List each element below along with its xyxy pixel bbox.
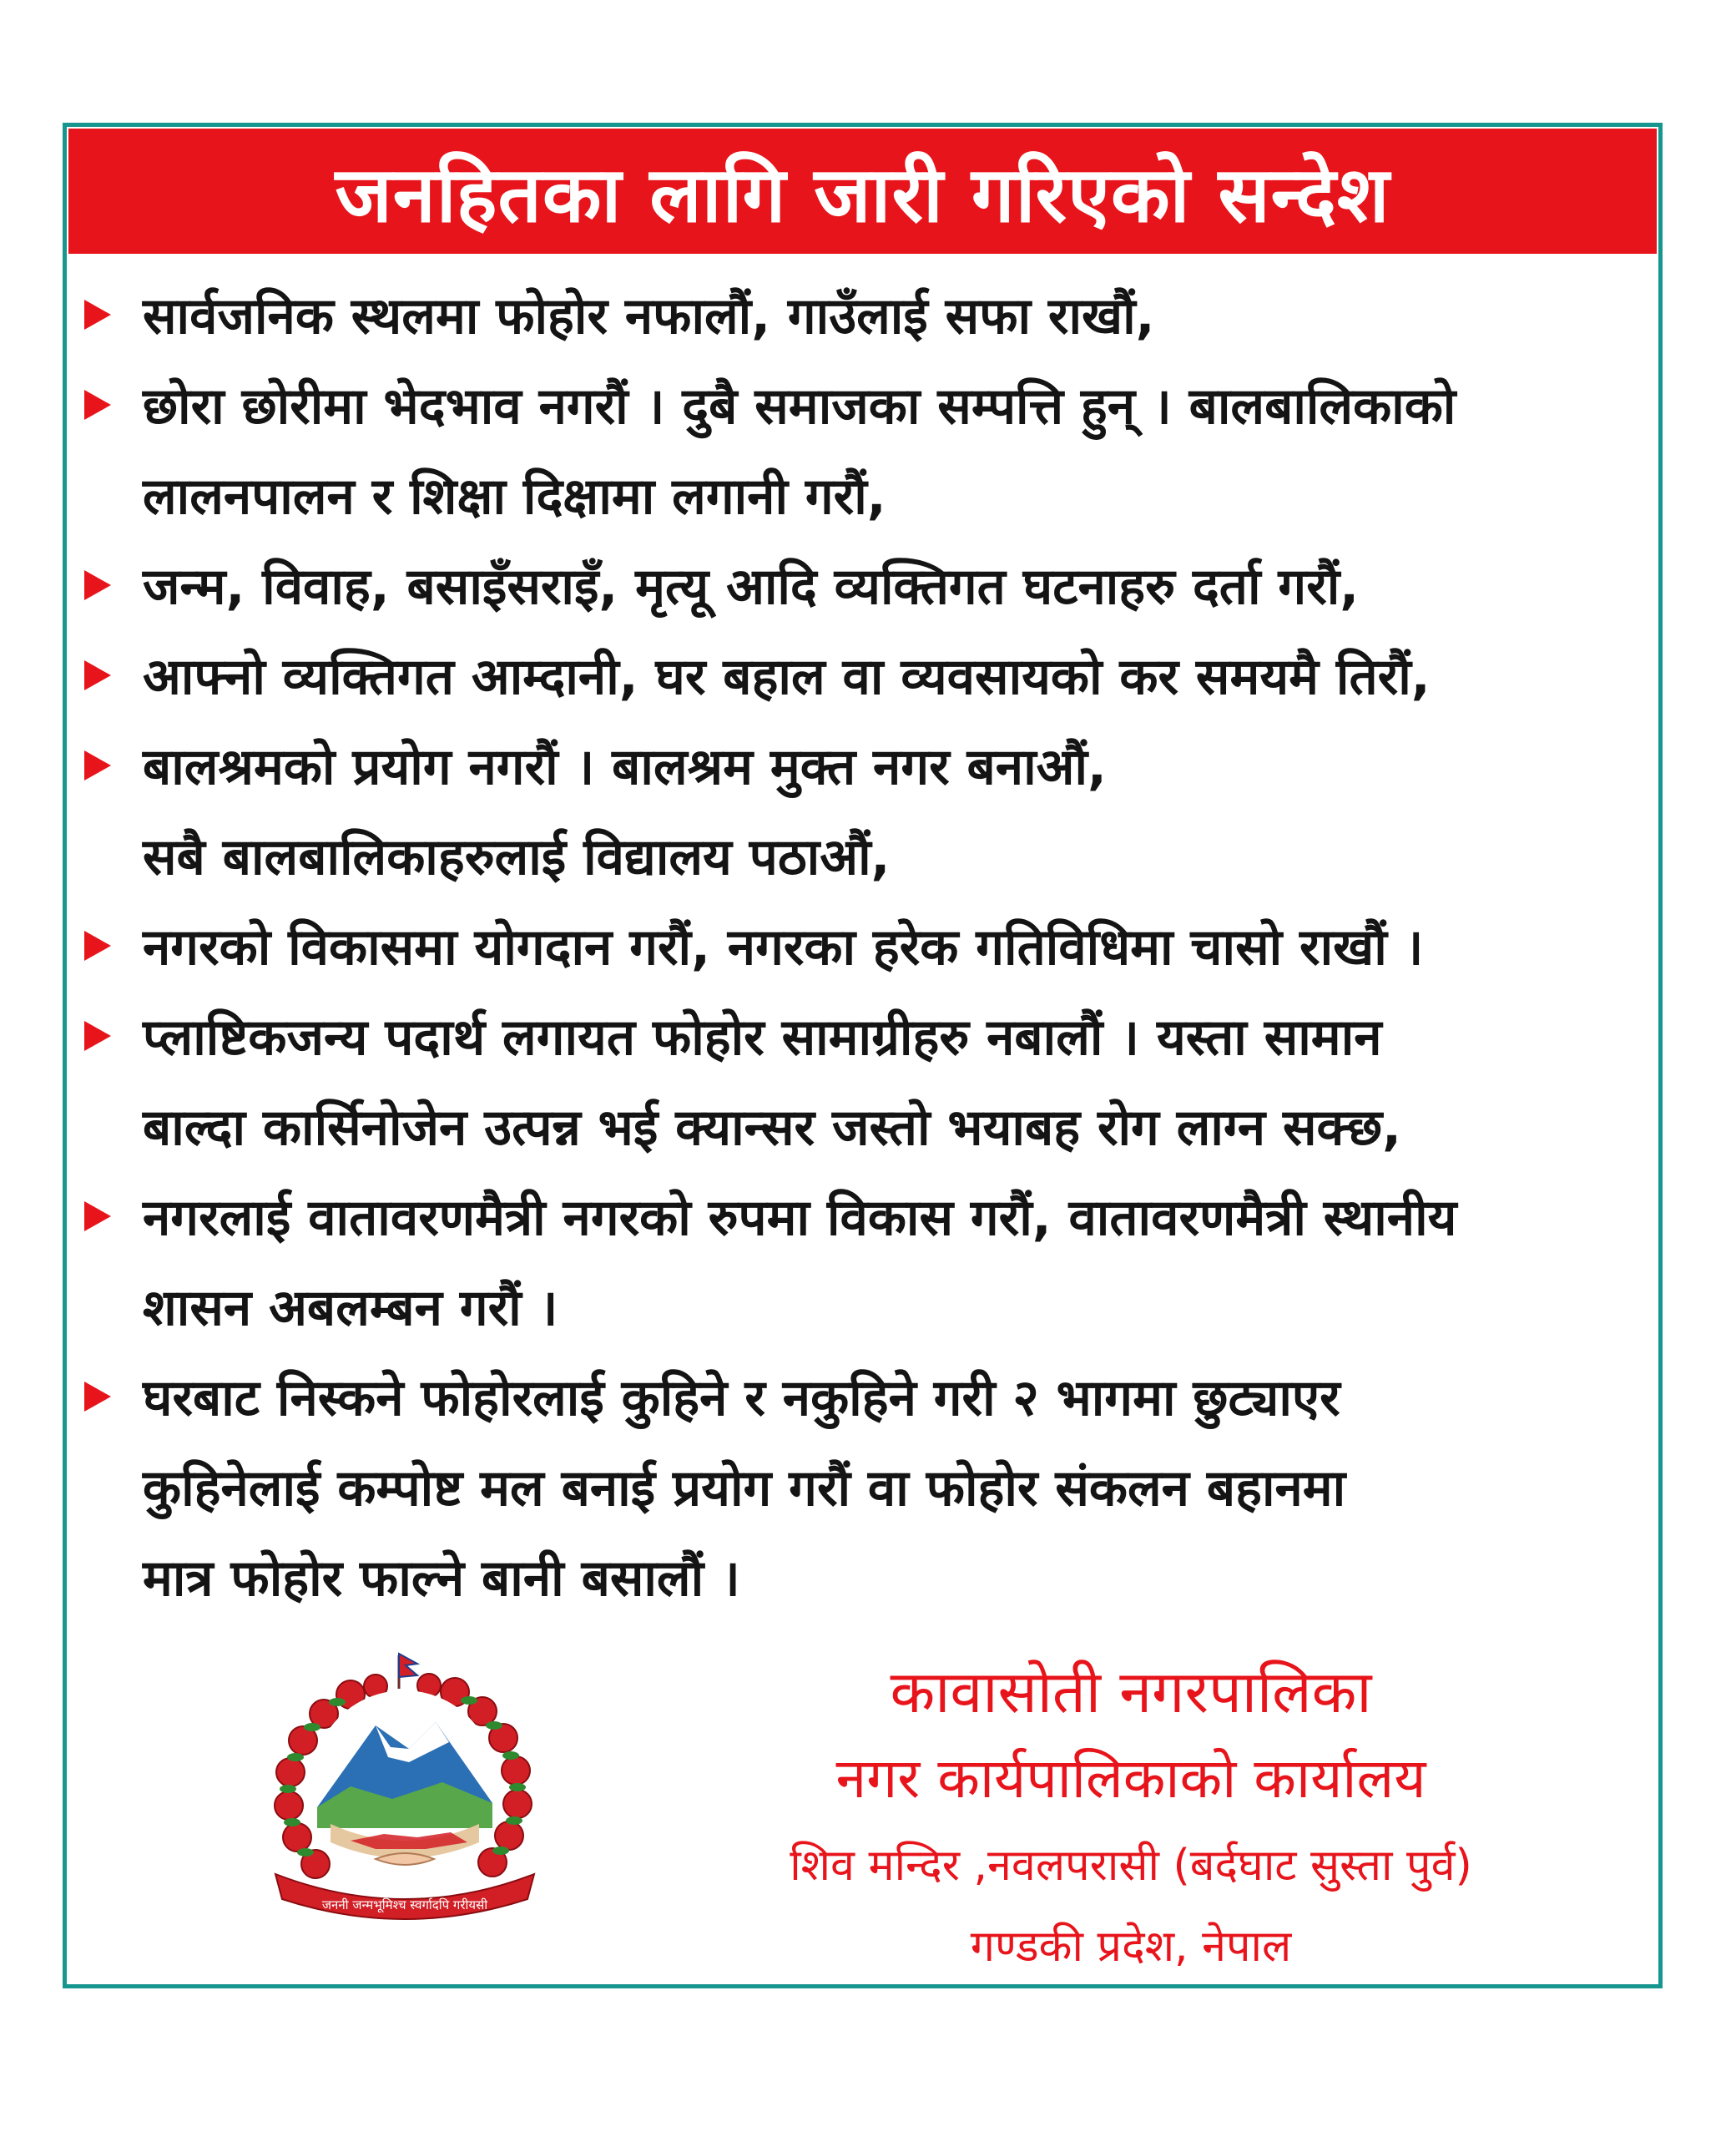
notice-text: नगरको विकासमा योगदान गरौं, नगरका हरेक गतिविधिमा चासो राखौं । xyxy=(143,918,1424,977)
notice-text: सार्वजनिक स्थलमा फोहोर नफालौं, गाउँलाई सफा राखौं, xyxy=(143,287,1155,346)
notice-text: बाल्दा कार्सिनोजेन उत्पन्न भई क्यान्सर जस्तो भयाबह रोग लाग्न सक्छ, xyxy=(143,1099,1401,1157)
office-subtitle: नगर कार्यपालिकाको कार्यालय xyxy=(835,1746,1426,1811)
title-banner xyxy=(68,129,1657,254)
bullet-triangle-icon xyxy=(84,750,111,781)
notice-item xyxy=(79,542,1653,632)
notice-item xyxy=(79,361,1653,542)
bullet-triangle-icon xyxy=(84,390,111,420)
notice-item xyxy=(79,722,1653,902)
notice-text: सबै बालबालिकाहरुलाई विद्यालय पठाऔं, xyxy=(143,828,891,887)
notice-text: शासन अबलम्बन गरौं । xyxy=(143,1279,558,1337)
notice-text: घरबाट निस्कने फोहोरलाई कुहिने र नकुहिने गरी २ भागमा छुट्याएर xyxy=(143,1369,1340,1427)
notice-text: मात्र फोहोर फाल्ने बानी बसालौं । xyxy=(143,1549,740,1608)
notice-item xyxy=(79,1353,1653,1624)
office-block xyxy=(651,1649,1611,1984)
municipality-name: कावासोती नगरपालिका xyxy=(890,1658,1372,1726)
bullet-triangle-icon xyxy=(84,570,111,600)
nepal-emblem-icon xyxy=(250,1649,559,1924)
notice-text: प्लाष्टिकजन्य पदार्थ लगायत फोहोर सामाग्रीहरु नबालौं । यस्ता सामान xyxy=(143,1008,1382,1067)
bullet-triangle-icon xyxy=(84,931,111,961)
notice-item xyxy=(79,632,1653,722)
notice-text: नगरलाई वातावरणमैत्री नगरको रुपमा विकास गरौं, वातावरणमैत्री स्थानीय xyxy=(143,1189,1457,1247)
bullet-triangle-icon xyxy=(84,1021,111,1051)
emblem-motto: जननी जन्मभूमिश्च स्वर्गादपि गरीयसी xyxy=(321,1897,488,1912)
notice-item xyxy=(79,993,1653,1173)
notice-item xyxy=(79,271,1653,361)
notice-text: जन्म, विवाह, बसाइँसराइँ, मृत्यू आदि व्यक्तिगत घटनाहरु दर्ता गरौं, xyxy=(143,558,1360,616)
bullet-triangle-icon xyxy=(84,300,111,330)
notice-text: लालनपालन र शिक्षा दिक्षामा लगानी गरौं, xyxy=(143,467,886,526)
office-province: गण्डकी प्रदेश, नेपाल xyxy=(970,1922,1292,1972)
notice-item xyxy=(79,902,1653,993)
notice-text: छोरा छोरीमा भेदभाव नगरौं । दुबै समाजका सम्पत्ति हुन् । बालबालिकाको xyxy=(143,377,1456,436)
notice-text: बालश्रमको प्रयोग नगरौं । बालश्रम मुक्त नगर बनाऔं, xyxy=(143,738,1107,796)
bullet-triangle-icon xyxy=(84,1382,111,1412)
notice-text: आफ्नो व्यक्तिगत आम्दानी, घर बहाल वा व्यवसायको कर समयमै तिरौं, xyxy=(143,648,1431,706)
bullet-triangle-icon xyxy=(84,660,111,690)
bullet-triangle-icon xyxy=(84,1201,111,1231)
notice-text: कुहिनेलाई कम्पोष्ट मल बनाई प्रयोग गरौं वा फोहोर संकलन बहानमा xyxy=(143,1459,1346,1518)
notice-item xyxy=(79,1173,1653,1353)
notice-list xyxy=(79,271,1653,1624)
page-title: जनहितका लागि जारी गरिएको सन्देश xyxy=(335,149,1390,240)
office-address: शिव मन्दिर ,नवलपरासी (बर्दघाट सुस्ता पुर्व) xyxy=(790,1841,1472,1891)
